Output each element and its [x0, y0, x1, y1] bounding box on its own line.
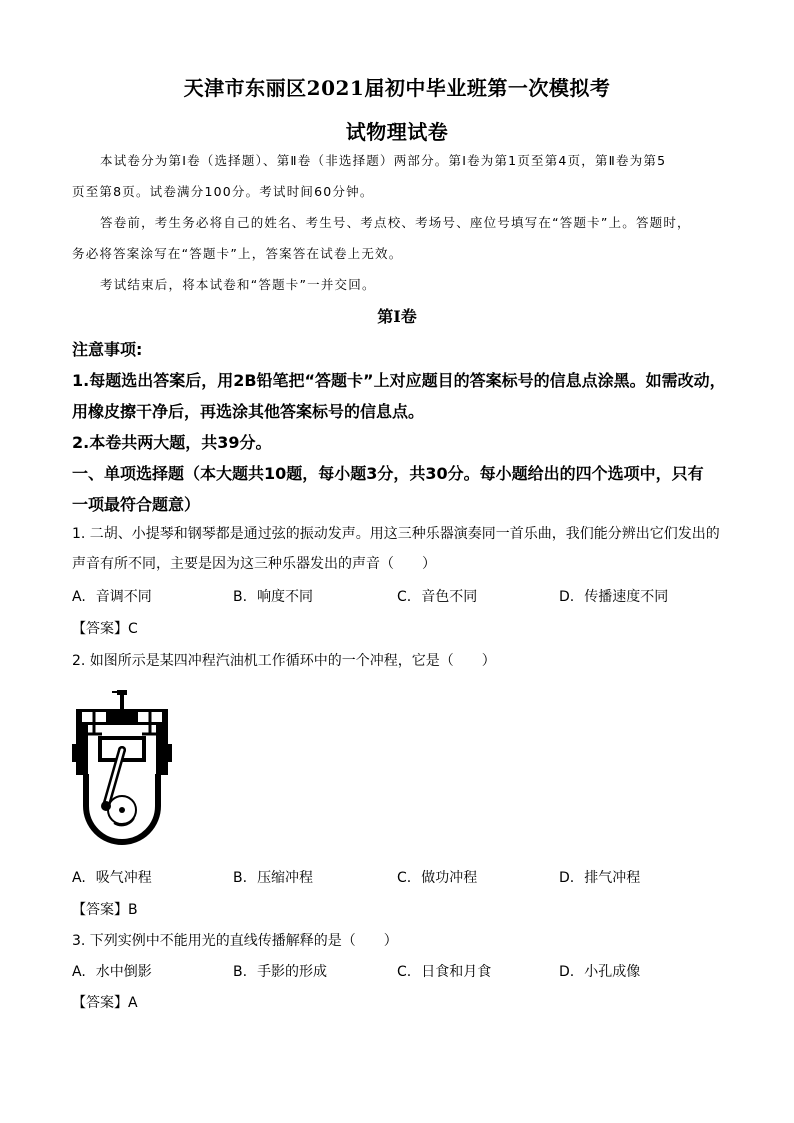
question-2-answer: 【答案】B — [72, 902, 138, 918]
q1-option-b: B. 响度不同 — [233, 589, 314, 605]
question-3-line1: 3. 下列实例中不能用光的直线传播解释的是（ ） — [72, 933, 398, 949]
question-3-options — [72, 961, 732, 985]
q3-option-d: D. 小孔成像 — [559, 964, 641, 980]
question-3-answer: 【答案】A — [72, 995, 138, 1011]
question-1-options — [72, 586, 732, 610]
q1-option-a: A. 音调不同 — [72, 589, 152, 605]
section-title: 第Ⅰ卷 — [377, 307, 417, 326]
q1-option-d: D. 传播速度不同 — [559, 589, 669, 605]
question-3 — [72, 926, 732, 956]
notes-block — [72, 334, 732, 520]
exam-title-line1: 天津市东丽区2021届初中毕业班第一次模拟考 — [183, 76, 611, 100]
intro-p3: 考试结束后，将本试卷和“答题卡”一并交回。 — [100, 277, 376, 292]
exam-title-line2: 试物理试卷 — [345, 120, 449, 144]
q1-option-c: C. 音色不同 — [397, 589, 478, 605]
question-1-line2: 声音有所不同，主要是因为这三种乐器发出的声音（ ） — [72, 556, 436, 572]
question-1 — [72, 519, 732, 579]
note-2: 2.本卷共两大题，共39分。 — [72, 433, 272, 452]
intro-p2-line2: 务必将答案涂写在“答题卡”上，答案答在试卷上无效。 — [72, 246, 403, 261]
question-2-options — [72, 867, 732, 891]
note-1-line1: 1.每题选出答案后，用2B铅笔把“答题卡”上对应题目的答案标号的信息点涂黑。如需改动， — [72, 371, 726, 390]
intro-p1-line1: 本试卷分为第Ⅰ卷（选择题）、第Ⅱ卷（非选择题）两部分。第Ⅰ卷为第1页至第4页，第Ⅱ卷为第5 — [100, 153, 667, 168]
question-2 — [72, 646, 732, 676]
q2-option-c: C. 做功冲程 — [397, 870, 478, 886]
q2-option-d: D. 排气冲程 — [559, 870, 641, 886]
q2-option-b: B. 压缩冲程 — [233, 870, 314, 886]
intro-instructions — [72, 145, 722, 300]
part1-heading-line1: 一、单项选择题（本大题共10题，每小题3分，共30分。每小题给出的四个选项中，只有 — [72, 464, 704, 483]
q3-option-c: C. 日食和月食 — [397, 964, 492, 980]
q3-option-a: A. 水中倒影 — [72, 964, 152, 980]
q3-option-b: B. 手影的形成 — [233, 964, 328, 980]
question-2-line1: 2. 如图所示是某四冲程汽油机工作循环中的一个冲程，它是（ ） — [72, 653, 496, 669]
engine-stroke-diagram-icon — [72, 688, 172, 846]
q2-option-a: A. 吸气冲程 — [72, 870, 152, 886]
part1-heading-line2: 一项最符合题意） — [72, 495, 201, 514]
intro-p2-line1: 答卷前，考生务必将自己的姓名、考生号、考点校、考场号、座位号填写在“答题卡”上。答题时， — [100, 215, 691, 230]
notes-heading: 注意事项: — [72, 340, 143, 359]
note-1-line2: 用橡皮擦干净后，再选涂其他答案标号的信息点。 — [72, 402, 425, 421]
intro-p1-line2: 页至第8页。试卷满分100分。考试时间60分钟。 — [72, 184, 374, 199]
question-1-line1: 1. 二胡、小提琴和钢琴都是通过弦的振动发声。用这三种乐器演奏同一首乐曲，我们能分辨出它们发出的 — [72, 526, 720, 542]
question-1-answer: 【答案】C — [72, 621, 138, 637]
